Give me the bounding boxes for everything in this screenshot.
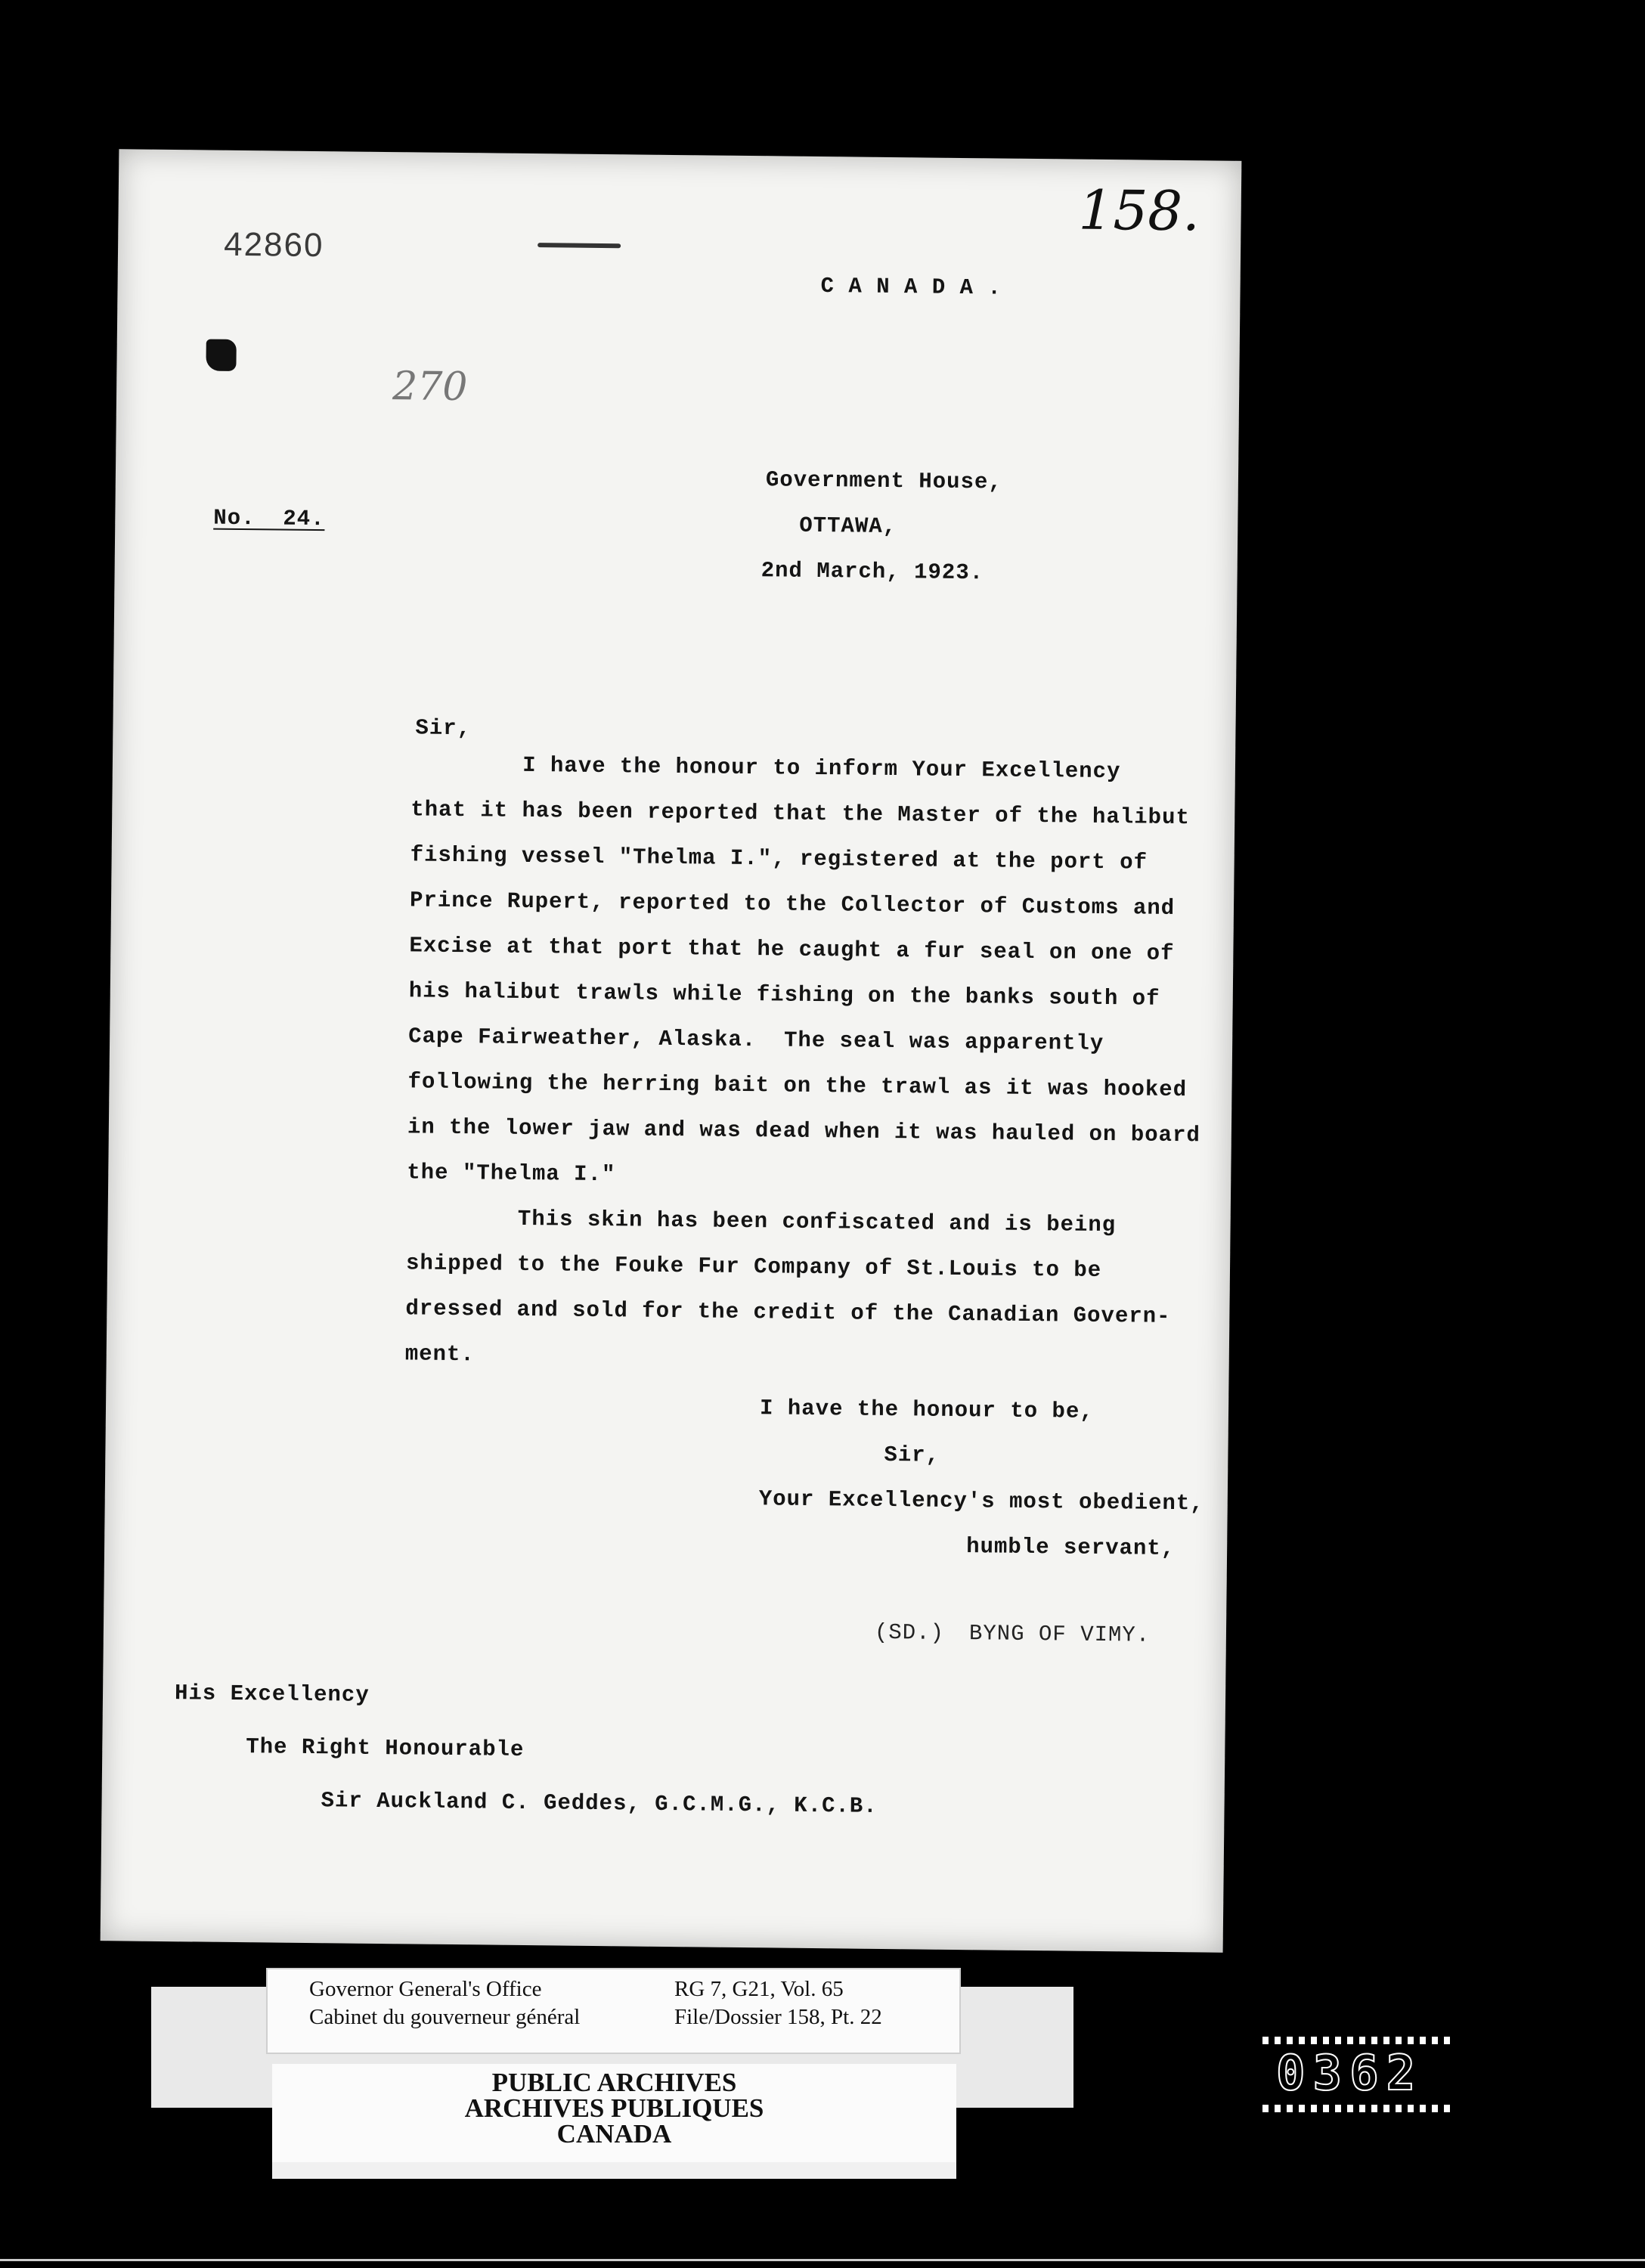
archive-reference-card <box>266 1968 961 2054</box>
recipient-line-2: The Right Honourable <box>246 1734 525 1763</box>
body-line: Excise at that port that he caught a fur seal on one of <box>409 933 1175 966</box>
letter-body <box>404 742 1201 1385</box>
office-english: Governor General's Office <box>309 1977 542 2001</box>
salutation: Sir, <box>415 715 472 742</box>
body-line: his halibut trawls while fishing on the banks south of <box>408 978 1160 1012</box>
archives-line-1: PUBLIC ARCHIVES <box>491 2068 737 2097</box>
handwritten-folio-number: 158. <box>1078 178 1200 243</box>
recipient-line-3: Sir Auckland C. Geddes, G.C.M.G., K.C.B. <box>321 1788 878 1819</box>
dispatch-number: No. 24. <box>213 505 325 532</box>
archives-stamp <box>272 2064 956 2177</box>
body-line: dressed and sold for the credit of the Canadian Govern- <box>405 1296 1171 1329</box>
body-line: This skin has been confiscated and is being <box>406 1205 1117 1238</box>
film-edge-line <box>0 2259 1645 2261</box>
body-line: fishing vessel "Thelma I.", registered at the port of <box>410 842 1148 875</box>
body-line: the "Thelma I." <box>407 1160 616 1188</box>
microfilm-frame-counter <box>1262 2041 1451 2109</box>
pencil-number: 270 <box>392 364 468 411</box>
body-line: Cape Fairweather, Alaska. The seal was apparently <box>408 1024 1104 1056</box>
body-line: following the herring bait on the trawl as it was hooked <box>407 1069 1188 1103</box>
signature-name: BYNG OF VIMY. <box>968 1621 1151 1648</box>
body-line: ment. <box>404 1341 475 1368</box>
body-line: in the lower jaw and was dead when it was hauled on board <box>407 1114 1201 1148</box>
ink-blot-mark <box>206 339 236 371</box>
closing-line-4: humble servant, <box>965 1534 1176 1562</box>
frame-number: 0362 <box>1276 2046 1423 2102</box>
archive-reference: RG 7, G21, Vol. 65 <box>674 1977 844 2001</box>
address-date: 2nd March, 1923. <box>761 558 984 586</box>
office-french: Cabinet du gouverneur général <box>309 2005 581 2029</box>
film-perforation-top <box>1262 2037 1451 2044</box>
label-bottom-edge <box>272 2162 956 2179</box>
body-line: that it has been reported that the Master of the halibut <box>410 797 1191 831</box>
closing-line-1: I have the honour to be, <box>759 1396 1094 1424</box>
closing-line-2: Sir, <box>884 1442 940 1468</box>
pencil-dash-mark <box>537 243 621 248</box>
closing-line-3: Your Excellency's most obedient, <box>758 1486 1204 1517</box>
address-line-2: OTTAWA, <box>799 513 897 540</box>
body-line: shipped to the Fouke Fur Company of St.Louis to be <box>405 1250 1102 1283</box>
archives-line-2: ARCHIVES PUBLIQUES <box>464 2093 764 2123</box>
body-line: I have the honour to inform Your Excellency <box>410 751 1121 785</box>
recipient-line-1: His Excellency <box>174 1681 370 1708</box>
file-number-stamp: 42860 <box>223 225 324 265</box>
address-line-1: Government House, <box>765 467 1002 495</box>
archives-line-3: CANADA <box>556 2119 672 2149</box>
signature-prefix: (SD.) <box>874 1619 945 1646</box>
letter-page <box>101 149 1242 1952</box>
header-country: C A N A D A . <box>820 274 1002 301</box>
film-perforation-bottom <box>1262 2105 1451 2112</box>
body-line: Prince Rupert, reported to the Collector of Customs and <box>409 888 1176 921</box>
archive-file: File/Dossier 158, Pt. 22 <box>674 2005 882 2029</box>
